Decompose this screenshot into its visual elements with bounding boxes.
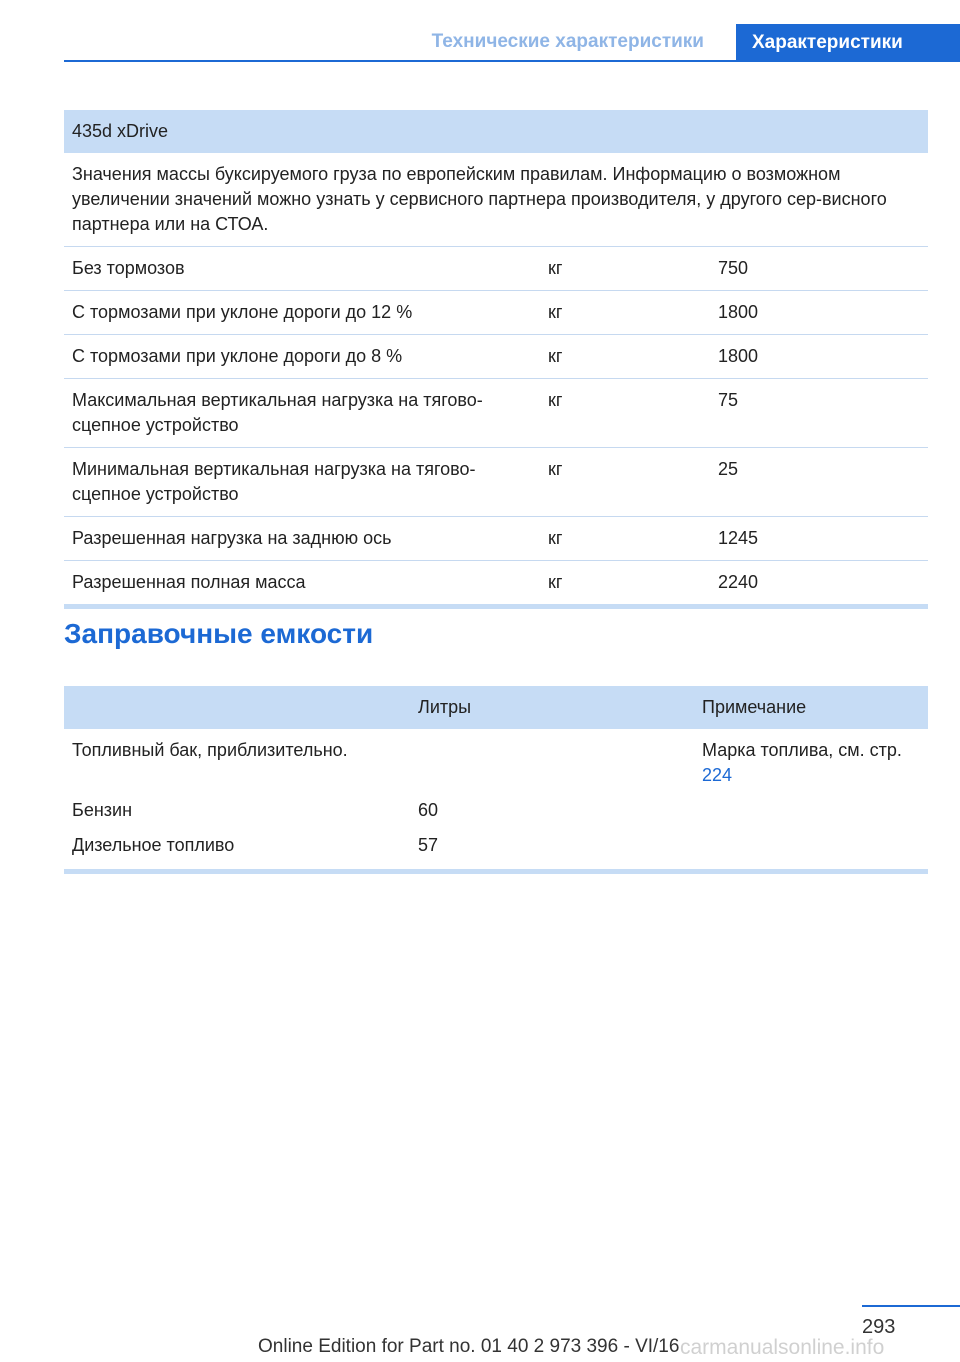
row-label: Максимальная вертикальная нагрузка на тягово-сцепное устройство [72, 390, 483, 435]
page-number-rule [862, 1305, 960, 1307]
row-unit: кг [548, 258, 563, 278]
row-label: Разрешенная полная масса [72, 572, 306, 592]
row-label: С тормозами при уклоне дороги до 12 % [72, 302, 413, 322]
header-chapter-title[interactable]: Характеристики [736, 24, 960, 62]
header-cell-liters: Литры [418, 697, 472, 717]
row-liters: 60 [418, 800, 439, 820]
row-label: Дизельное топливо [72, 835, 235, 855]
edition-footer: Online Edition for Part no. 01 40 2 973 396 - VI/16 [258, 1336, 680, 1357]
section-title: Заправочные емкости [64, 618, 374, 649]
table-row [64, 247, 928, 291]
header-section-title[interactable]: Технические характеристики [431, 31, 704, 52]
row-note [694, 729, 928, 793]
page-header [64, 24, 960, 62]
row-note [694, 793, 928, 828]
row-unit: кг [548, 459, 563, 479]
table-row [64, 729, 928, 793]
table-row [64, 793, 928, 828]
row-label: Без тормозов [72, 258, 185, 278]
page-number: 293 [862, 1316, 896, 1338]
row-value: 25 [718, 459, 739, 479]
row-unit: кг [548, 302, 563, 322]
row-liters: 57 [418, 835, 439, 855]
row-liters [410, 729, 694, 793]
row-label: Бензин [72, 800, 133, 820]
row-value: 1245 [718, 528, 759, 548]
table-header-row [64, 110, 928, 153]
row-value: 2240 [718, 572, 759, 592]
header-cell-empty [64, 686, 410, 729]
note-text: Марка топлива, см. стр. [702, 740, 902, 760]
table-row [64, 291, 928, 335]
row-value: 75 [718, 390, 739, 410]
table-header-row [64, 686, 928, 729]
header-rule [64, 60, 960, 62]
row-label: С тормозами при уклоне дороги до 8 % [72, 346, 403, 366]
row-label: Разрешенная нагрузка на заднюю ось [72, 528, 392, 548]
table-row [64, 448, 928, 517]
table-note-row [64, 153, 928, 247]
table-row [64, 517, 928, 561]
row-label: Топливный бак, приблизительно. [72, 740, 348, 760]
table-row [64, 561, 928, 604]
table-end-bar [64, 869, 928, 874]
row-value: 750 [718, 258, 749, 278]
model-name: 435d xDrive [72, 121, 169, 141]
table-row [64, 335, 928, 379]
table-end-bar [64, 604, 928, 609]
page-reference-link[interactable]: 224 [702, 765, 733, 785]
towing-note: Значения массы буксируемого груза по европейским правилам. Информацию о возможном увеличении значений можно узнать у сервисного партнера производителя, у другого сер-висного партнера или на СТОА. [72, 164, 887, 234]
header-cell-note: Примечание [702, 697, 807, 717]
table-row [64, 379, 928, 448]
row-value: 1800 [718, 346, 759, 366]
row-unit: кг [548, 390, 563, 410]
towing-weights-table [64, 110, 928, 609]
row-label: Минимальная вертикальная нагрузка на тягово-сцепное устройство [72, 459, 476, 504]
row-value: 1800 [718, 302, 759, 322]
row-unit: кг [548, 528, 563, 548]
capacities-table [64, 686, 928, 874]
row-unit: кг [548, 572, 563, 592]
table-row [64, 828, 928, 869]
watermark: carmanualsonline.info [680, 1336, 885, 1359]
row-note [694, 828, 928, 863]
row-unit: кг [548, 346, 563, 366]
